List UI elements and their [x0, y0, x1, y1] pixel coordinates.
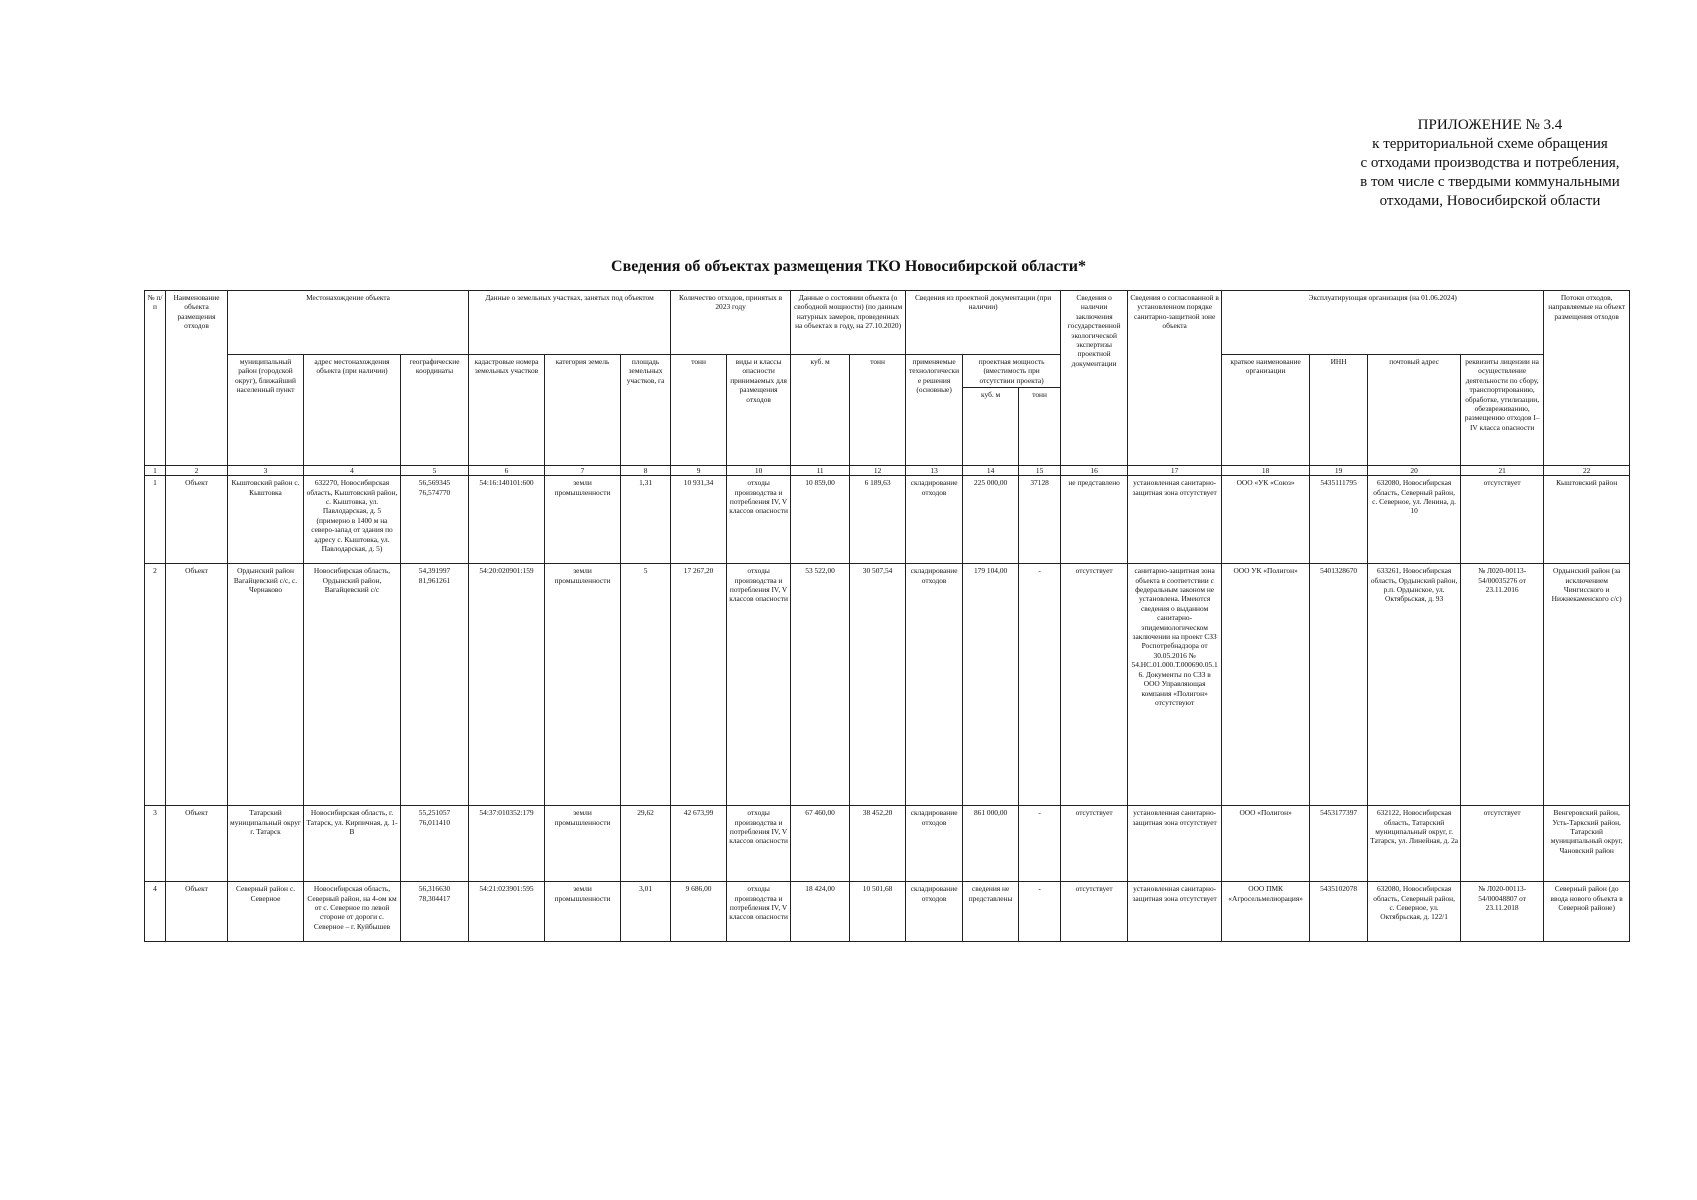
- col-number: 22: [1544, 466, 1630, 476]
- cell-waste-types: отходы производства и потребления IV, V классов опасности: [727, 476, 791, 564]
- header-district: муниципальный район (городской округ), ближайший населенный пункт: [228, 355, 304, 466]
- cell-num: 2: [145, 564, 166, 806]
- cell-postal: 632122, Новосибирская область, Татарский муниципальный округ, г. Татарск, ул. Линейная, д. 2а: [1368, 806, 1461, 882]
- col-number: 8: [621, 466, 671, 476]
- cell-license: № Л020-00113-54/00048807 от 23.11.2018: [1461, 882, 1544, 942]
- cell-expertise: отсутствует: [1061, 806, 1128, 882]
- cell-cap-cub: 225 000,00: [963, 476, 1019, 564]
- appendix-line: к территориальной схеме обращения: [1372, 136, 1608, 152]
- cell-num: 4: [145, 882, 166, 942]
- appendix-line: с отходами производства и потребления,: [1360, 155, 1620, 171]
- cell-flows: Венгеровский район, Усть-Таркский район, Татарский муниципальный округ, Чановский район: [1544, 806, 1630, 882]
- col-number: 6: [469, 466, 545, 476]
- cell-area: 1,31: [621, 476, 671, 564]
- cell-postal: 632080, Новосибирская область, Северный район, с. Северное, ул. Октябрьская, д. 122/1: [1368, 882, 1461, 942]
- header-operator: Эксплуатирующая организация (на 01.06.2024): [1222, 291, 1544, 355]
- col-number: 17: [1128, 466, 1222, 476]
- cell-cadastral: 54:16:140101:600: [469, 476, 545, 564]
- header-land-category: категория земель: [545, 355, 621, 466]
- cell-tons: 42 673,99: [671, 806, 727, 882]
- cell-address: Новосибирская область, Ордынский район, Вагайцевский с/с: [304, 564, 401, 806]
- cell-tech: складирование отходов: [906, 882, 963, 942]
- cell-szz: установленная санитарно-защитная зона отсутствует: [1128, 476, 1222, 564]
- cell-expertise: не представлено: [1061, 476, 1128, 564]
- cell-area: 5: [621, 564, 671, 806]
- cell-cadastral: 54:37:010352:179: [469, 806, 545, 882]
- cell-waste-types: отходы производства и потребления IV, V классов опасности: [727, 882, 791, 942]
- appendix-line: ПРИЛОЖЕНИЕ № 3.4: [1417, 117, 1563, 133]
- cell-cap-tons: -: [1019, 882, 1061, 942]
- header-state: Данные о состоянии объекта (о свободной мощности) (по данным натурных замеров, проведенных на объектах в году, на 27.10.2020): [791, 291, 906, 355]
- cell-inn: 5453177397: [1310, 806, 1368, 882]
- header-szz: Сведения о согласованной в установленном порядке санитарно-защитной зоне объекта: [1128, 291, 1222, 466]
- cell-name: Объект: [166, 882, 228, 942]
- cell-address: 632270, Новосибирская область, Кыштовский район, с. Кыштовка, ул. Павлодарская, д. 5 (примерно в 1400 м на северо-запад от здания по адресу с. Кыштовка, ул. Павлодарская, д. 5): [304, 476, 401, 564]
- header-inn: ИНН: [1310, 355, 1368, 466]
- col-number: 4: [304, 466, 401, 476]
- cell-num: 1: [145, 476, 166, 564]
- landfill-table: [144, 290, 1630, 942]
- header-tech: применяемые технологические решения (основные): [906, 355, 963, 466]
- appendix-line: отходами, Новосибирской области: [1379, 193, 1601, 209]
- col-number: 13: [906, 466, 963, 476]
- cell-tons2: 10 501,68: [850, 882, 906, 942]
- cell-cap-tons: -: [1019, 806, 1061, 882]
- cell-inn: 5435102078: [1310, 882, 1368, 942]
- cell-land-category: земли промышленности: [545, 564, 621, 806]
- header-cap-cub: куб. м: [963, 388, 1019, 466]
- cell-org: ООО «Полигон»: [1222, 806, 1310, 882]
- header-cap-tons: тонн: [1019, 388, 1061, 466]
- cell-cub: 53 522,00: [791, 564, 850, 806]
- cell-cap-tons: 37128: [1019, 476, 1061, 564]
- cell-coords: 56,316630 78,304417: [401, 882, 469, 942]
- table-row: [145, 564, 1630, 806]
- header-location: Местонахождение объекта: [228, 291, 469, 355]
- header-cub: куб. м: [791, 355, 850, 466]
- col-number: 11: [791, 466, 850, 476]
- cell-expertise: отсутствует: [1061, 882, 1128, 942]
- appendix-header: [1300, 116, 1680, 211]
- cell-tons2: 38 452,20: [850, 806, 906, 882]
- header-capacity: проектная мощность (вместимость при отсутствии проекта): [963, 355, 1061, 388]
- cell-district: Кыштовский район с. Кыштовка: [228, 476, 304, 564]
- cell-district: Татарский муниципальный округ г. Татарск: [228, 806, 304, 882]
- document-title: Сведения об объектах размещения ТКО Новосибирской области*: [611, 258, 1086, 275]
- header-org-short: краткое наименование организации: [1222, 355, 1310, 466]
- header-cadastral: кадастровые номера земельных участков: [469, 355, 545, 466]
- col-number: 5: [401, 466, 469, 476]
- header-license: реквизиты лицензии на осуществление деятельности по сбору, транспортированию, обработке, утилизации, обезвреживанию, размещению отходов I–IV класса опасности: [1461, 355, 1544, 466]
- col-number: 21: [1461, 466, 1544, 476]
- cell-name: Объект: [166, 476, 228, 564]
- header-address: адрес местонахождения объекта (при наличии): [304, 355, 401, 466]
- cell-district: Северный район с. Северное: [228, 882, 304, 942]
- cell-cap-cub: 861 000,00: [963, 806, 1019, 882]
- cell-tons2: 6 189,63: [850, 476, 906, 564]
- col-number: 12: [850, 466, 906, 476]
- cell-expertise: отсутствует: [1061, 564, 1128, 806]
- cell-cadastral: 54:20:020901:159: [469, 564, 545, 806]
- col-number: 1: [145, 466, 166, 476]
- col-number: 14: [963, 466, 1019, 476]
- cell-tech: складирование отходов: [906, 564, 963, 806]
- header-area: площадь земельных участков, га: [621, 355, 671, 466]
- cell-flows: Северный район (до ввода нового объекта в Северной районе): [1544, 882, 1630, 942]
- cell-cap-cub: сведения не представлены: [963, 882, 1019, 942]
- cell-area: 3,01: [621, 882, 671, 942]
- header-expertise: Сведения о наличии заключения государственной экологической экспертизы проектной документации: [1061, 291, 1128, 466]
- header-flows: Потоки отходов, направляемые на объект размещения отходов: [1544, 291, 1630, 466]
- col-number: 9: [671, 466, 727, 476]
- cell-cadastral: 54:21:023901:595: [469, 882, 545, 942]
- cell-address: Новосибирская область, г. Татарск, ул. Кирпичная, д. 1-В: [304, 806, 401, 882]
- cell-district: Ордынский район Вагайцевский с/с, с. Чернаково: [228, 564, 304, 806]
- cell-num: 3: [145, 806, 166, 882]
- cell-land-category: земли промышленности: [545, 882, 621, 942]
- cell-tech: складирование отходов: [906, 806, 963, 882]
- cell-license: отсутствует: [1461, 476, 1544, 564]
- cell-tech: складирование отходов: [906, 476, 963, 564]
- header-coords: географические координаты: [401, 355, 469, 466]
- cell-land-category: земли промышленности: [545, 476, 621, 564]
- table-row: [145, 882, 1630, 942]
- cell-waste-types: отходы производства и потребления IV, V классов опасности: [727, 564, 791, 806]
- cell-name: Объект: [166, 806, 228, 882]
- cell-coords: 54,391997 81,961261: [401, 564, 469, 806]
- cell-cub: 67 460,00: [791, 806, 850, 882]
- col-number: 15: [1019, 466, 1061, 476]
- col-number: 18: [1222, 466, 1310, 476]
- cell-inn: 5435111795: [1310, 476, 1368, 564]
- cell-cap-cub: 179 104,00: [963, 564, 1019, 806]
- appendix-line: в том числе с твердыми коммунальными: [1360, 174, 1620, 190]
- cell-coords: 56,569345 76,574770: [401, 476, 469, 564]
- header-tons2: тонн: [850, 355, 906, 466]
- cell-license: отсутствует: [1461, 806, 1544, 882]
- cell-postal: 633261, Новосибирская область, Ордынский район, р.п. Ордынское, ул. Октябрьская, д. 93: [1368, 564, 1461, 806]
- cell-address: Новосибирская область, Северный район, на 4-ом км от с. Северное по левой стороне от дороги с. Северное – г. Куйбышев: [304, 882, 401, 942]
- col-number: 7: [545, 466, 621, 476]
- cell-cap-tons: -: [1019, 564, 1061, 806]
- header-waste-types: виды и классы опасности принимаемых для размещения отходов: [727, 355, 791, 466]
- cell-tons: 17 267,20: [671, 564, 727, 806]
- col-number: 16: [1061, 466, 1128, 476]
- cell-org: ООО «УК «Союз»: [1222, 476, 1310, 564]
- header-waste-qty: Количество отходов, принятых в 2023 году: [671, 291, 791, 355]
- header-name: Наименование объекта размещения отходов: [166, 291, 228, 466]
- cell-coords: 55,251057 76,011410: [401, 806, 469, 882]
- table-row: [145, 476, 1630, 564]
- col-number: 2: [166, 466, 228, 476]
- cell-org: ООО ПМК «Агросельмелиорация»: [1222, 882, 1310, 942]
- header-tons: тонн: [671, 355, 727, 466]
- cell-cub: 18 424,00: [791, 882, 850, 942]
- header-postal: почтовый адрес: [1368, 355, 1461, 466]
- header-land: Данные о земельных участках, занятых под объектом: [469, 291, 671, 355]
- cell-postal: 632080, Новосибирская область, Северный район, с. Северное, ул. Ленина, д. 10: [1368, 476, 1461, 564]
- cell-szz: установленная санитарно-защитная зона отсутствует: [1128, 806, 1222, 882]
- cell-waste-types: отходы производства и потребления IV, V классов опасности: [727, 806, 791, 882]
- cell-license: № Л020-00113-54/00035276 от 23.11.2016: [1461, 564, 1544, 806]
- cell-szz: установленная санитарно-защитная зона отсутствует: [1128, 882, 1222, 942]
- col-number: 3: [228, 466, 304, 476]
- cell-inn: 5401328670: [1310, 564, 1368, 806]
- table-row: [145, 806, 1630, 882]
- cell-flows: Кыштовский район: [1544, 476, 1630, 564]
- header-project: Сведения из проектной документации (при наличии): [906, 291, 1061, 355]
- cell-szz: санитарно-защитная зона объекта в соответствии с федеральным законом не установлена. Имеются сведения о выданном санитарно-эпидемиологическом заключении на проект СЗЗ Роспотребнадзора от 30.05.2016 № 54.НС.01.000.Т.000690.05.16. Документы по СЗЗ в ООО Управляющая компания «Полигон» отсутствуют: [1128, 564, 1222, 806]
- header-num: № п/п: [145, 291, 166, 466]
- cell-cub: 10 859,00: [791, 476, 850, 564]
- cell-tons2: 30 507,54: [850, 564, 906, 806]
- cell-tons: 10 931,34: [671, 476, 727, 564]
- col-number: 20: [1368, 466, 1461, 476]
- cell-flows: Ордынский район (за исключением Чингисского и Нижнекаменского с/с): [1544, 564, 1630, 806]
- cell-land-category: земли промышленности: [545, 806, 621, 882]
- cell-org: ООО УК «Полигон»: [1222, 564, 1310, 806]
- cell-area: 29,62: [621, 806, 671, 882]
- col-number: 10: [727, 466, 791, 476]
- cell-name: Объект: [166, 564, 228, 806]
- col-number: 19: [1310, 466, 1368, 476]
- cell-tons: 9 686,00: [671, 882, 727, 942]
